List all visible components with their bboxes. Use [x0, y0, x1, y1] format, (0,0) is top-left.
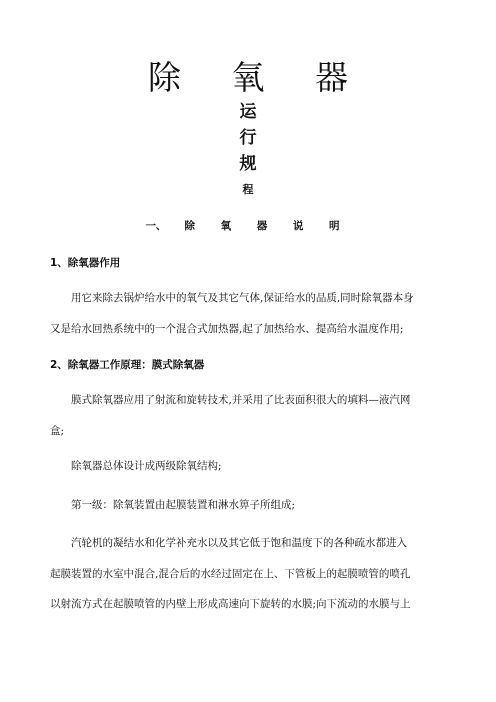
item2-p4-line-3: 以射流方式在起膜喷管的内壁上形成高速向下旋转的水膜;向下流动的水膜与上 [50, 598, 411, 610]
title-vertical-char-4: 程 [242, 183, 254, 196]
item2-p3: 第一级：除氧装置由起膜装置和淋水箅子所组成; [71, 499, 296, 511]
document-title: 除 氧 器 [148, 58, 368, 97]
title-vertical-char-3: 规 [239, 154, 257, 174]
item1-line-1: 用它来除去锅炉给水中的氧气及其它气体,保证给水的品质,同时除氧器本身 [71, 292, 414, 304]
item2-p4-line-2: 起膜装置的水室中混合,混合后的水经过固定在上、下管板上的起膜喷管的喷孔 [50, 568, 411, 580]
section-heading [0, 219, 496, 233]
item2-heading: 2、除氧器工作原理：膜式除氧器 [50, 359, 205, 371]
section-number: 一、 [145, 220, 167, 232]
item2-p4-line-1: 汽轮机的凝结水和化学补充水以及其它低于饱和温度下的各种疏水都进入 [71, 537, 407, 549]
item2-p1-line-2: 盒; [50, 425, 65, 437]
item1-heading: 1、除氧器作用 [50, 257, 121, 269]
item2-p2: 除氧器总体设计成两级除氧结构; [71, 460, 222, 472]
section-title: 除 氧 器 说 明 [184, 220, 351, 232]
item2-p1-line-1: 膜式除氧器应用了射流和旋转技术,并采用了比表面积很大的填料—液汽网 [71, 394, 411, 406]
title-vertical-char-1: 运 [239, 102, 257, 122]
item1-line-2: 又是给水回热系统中的一个混合式加热器,起了加热给水、提高给水温度作用; [50, 323, 404, 335]
title-vertical-char-2: 行 [239, 128, 257, 148]
